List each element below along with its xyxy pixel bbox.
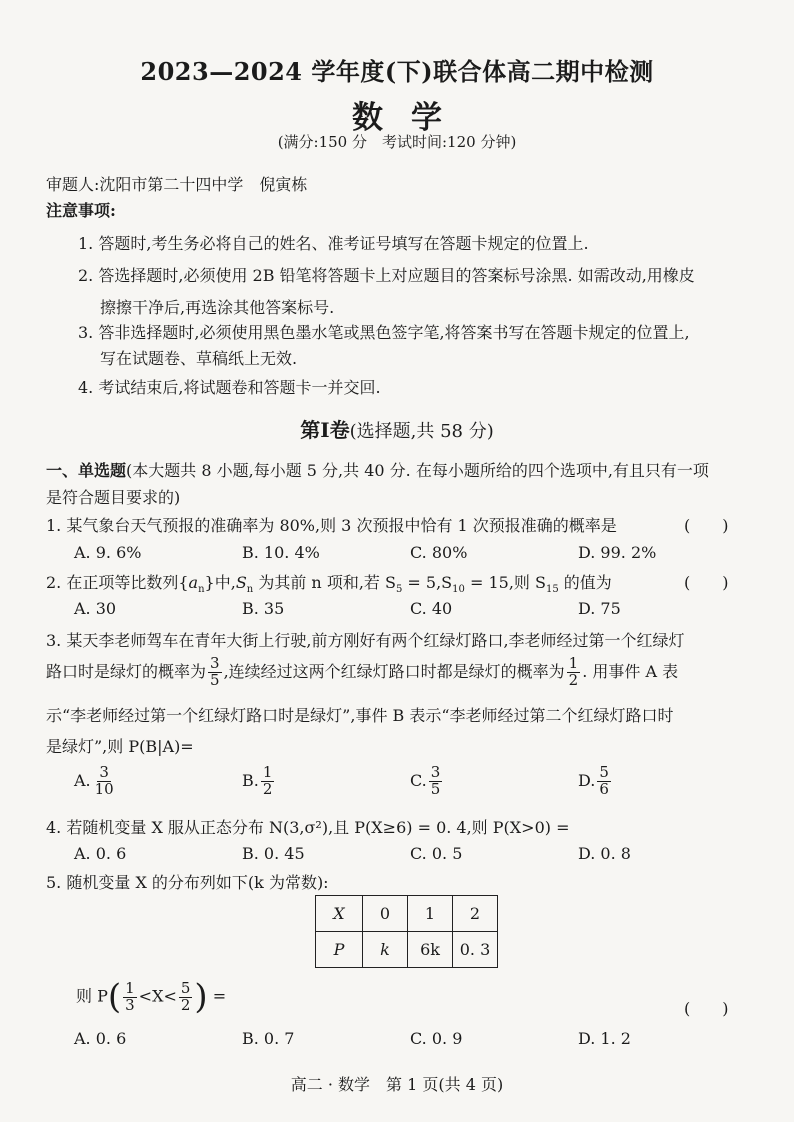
q3-option-a	[74, 765, 118, 798]
option-fraction	[597, 765, 611, 798]
q3-line1: 3. 某天李老师驾车在青年大街上行驶,前方刚好有两个红绿灯路口,李老师经过第一个红绿灯	[46, 631, 685, 650]
notice-item-2-cont: 擦擦干净后,再选涂其他答案标号.	[100, 298, 335, 317]
fraction-numerator: 5	[599, 763, 609, 781]
option-label: C.	[410, 770, 427, 790]
q3-line3: 示“李老师经过第一个红绿灯路口时是绿灯”,事件 B 表示“李老师经过第二个红绿灯路口时	[46, 706, 674, 725]
q5-answer-paren: ( )	[684, 999, 729, 1018]
q3-text: 路口时是绿灯的概率为	[46, 661, 207, 681]
notice-item-3-cont: 写在试题卷、草稿纸上无效.	[100, 349, 298, 368]
q1-option-a: A. 9. 6%	[74, 543, 142, 562]
fraction-denominator: 10	[94, 779, 114, 798]
q1-option-b: B. 10. 4%	[242, 543, 320, 562]
q4-stem: 4. 若随机变量 X 服从正态分布 N(3,σ²),且 P(X≥6) = 0. 4,则 P(X>0) =	[46, 818, 570, 837]
q5-option-d: D. 1. 2	[578, 1029, 631, 1048]
fraction-denominator: 5	[430, 779, 441, 798]
subject-title: 数学	[352, 100, 470, 136]
q5-stem: 5. 随机变量 X 的分布列如下(k 为常数):	[46, 873, 329, 892]
q2-option-c: C. 40	[410, 599, 453, 618]
reviewer-line: 审题人:沈阳市第二十四中学 倪寅栋	[46, 175, 308, 194]
notice-item-4: 4. 考试结束后,将试题卷和答题卡一并交回.	[78, 378, 381, 397]
notice-item-2: 2. 答选择题时,必须使用 2B 铅笔将答题卡上对应题目的答案标号涂黑. 如需改动,用橡皮	[78, 266, 695, 285]
notice-item-1: 1. 答题时,考生务必将自己的姓名、准考证号填写在答题卡规定的位置上.	[78, 234, 589, 253]
fraction-denominator: 2	[180, 995, 191, 1014]
fraction-denominator: 5	[210, 670, 220, 689]
notice-heading: 注意事项:	[46, 201, 116, 220]
q2-stem-part: = 15,则 S	[464, 573, 546, 592]
table-cell: X	[316, 896, 363, 932]
q3-option-b	[242, 765, 276, 798]
fraction-denominator: 6	[599, 779, 609, 798]
q3-line4: 是绿灯”,则 P(B|A)=	[46, 737, 194, 756]
right-paren: )	[194, 977, 208, 1017]
table-cell: P	[316, 932, 363, 968]
q5-text: =	[207, 986, 227, 1006]
table-cell: 1	[408, 896, 453, 932]
notice-item-3: 3. 答非选择题时,必须使用黑色墨水笔或黑色签字笔,将答案书写在答题卡规定的位置上,	[78, 323, 690, 342]
section-title: 第Ⅰ卷	[300, 418, 350, 442]
q2-option-b: B. 35	[242, 599, 285, 618]
page-footer: 高二 · 数学 第 1 页(共 4 页)	[290, 1075, 504, 1094]
q5-fraction-2	[179, 978, 193, 1014]
q5-fraction-1	[123, 978, 137, 1014]
q2-stem	[46, 570, 612, 595]
q5-text: <X<	[138, 986, 177, 1006]
q3-option-c	[410, 765, 444, 798]
q2-option-a: A. 30	[74, 599, 117, 618]
q2-stem-part: = 5,S	[402, 573, 453, 592]
q3-text: ,连续经过这两个红绿灯路口时都是绿灯的概率为	[223, 661, 565, 681]
q2-seq-sub: n	[198, 584, 205, 596]
q2-sub: 10	[452, 584, 465, 596]
fraction-numerator: 3	[210, 654, 220, 672]
q1-stem: 1. 某气象台天气预报的准确率为 80%,则 3 次预报中恰有 1 次预报准确的概率是	[46, 516, 617, 535]
option-fraction	[429, 765, 443, 798]
q4-option-a: A. 0. 6	[74, 844, 127, 863]
fraction-denominator: 2	[568, 670, 579, 689]
table-cell: 6k	[408, 932, 453, 968]
q2-stem-part: 2. 在正项等比数列{	[46, 573, 189, 592]
q5-ask	[76, 977, 227, 1017]
fraction-denominator: 3	[125, 995, 135, 1014]
q1-option-d: D. 99. 2%	[578, 543, 657, 562]
exam-meta: (满分:150 分 考试时间:120 分钟)	[277, 133, 517, 151]
q4-option-c: C. 0. 5	[410, 844, 463, 863]
q2-sum-sub: n	[246, 584, 254, 596]
part1-desc	[46, 458, 709, 481]
q3-text: . 用事件 A 表	[582, 661, 679, 681]
q3-fraction-1	[208, 656, 222, 689]
q5-option-b: B. 0. 7	[242, 1029, 295, 1048]
q2-stem-part: 为其前 n 项和,若 S	[253, 573, 396, 592]
q1-option-c: C. 80%	[410, 543, 468, 562]
option-fraction	[93, 765, 116, 798]
exam-title: 2023—2024 学年度(下)联合体高二期中检测	[140, 57, 654, 86]
q2-sub: 5	[395, 584, 403, 596]
part1-desc-line2: 是符合题目要求的)	[46, 488, 181, 507]
table-row	[316, 932, 498, 968]
q4-option-d: D. 0. 8	[578, 844, 631, 863]
option-label: A.	[74, 770, 91, 790]
q2-sub: 15	[545, 584, 559, 596]
option-fraction	[261, 765, 275, 798]
option-label: D.	[578, 770, 596, 790]
fraction-numerator: 5	[180, 978, 191, 997]
section-heading	[0, 414, 794, 443]
q3-line2	[46, 656, 678, 689]
distribution-table	[315, 895, 498, 968]
option-label: B.	[242, 770, 259, 790]
q5-option-a: A. 0. 6	[74, 1029, 127, 1048]
q5-option-c: C. 0. 9	[410, 1029, 463, 1048]
section-note: (选择题,共 58 分)	[349, 421, 494, 442]
q1-answer-paren: ( )	[684, 516, 729, 535]
part1-label: 一、单选题	[46, 461, 127, 480]
table-cell: 0	[363, 896, 408, 932]
q2-option-d: D. 75	[578, 599, 621, 618]
fraction-numerator: 3	[99, 763, 109, 781]
fraction-denominator: 2	[262, 779, 273, 798]
table-row	[316, 896, 498, 932]
q3-option-d	[578, 765, 613, 798]
table-cell: k	[363, 932, 408, 968]
q2-answer-paren: ( )	[684, 573, 729, 592]
table-cell: 2	[453, 896, 498, 932]
fraction-numerator: 1	[262, 763, 273, 781]
table-cell: 0. 3	[453, 932, 498, 968]
left-paren: (	[107, 977, 122, 1017]
q2-stem-part: }中,	[204, 573, 236, 592]
fraction-numerator: 3	[430, 763, 441, 781]
fraction-numerator: 1	[125, 978, 135, 997]
fraction-numerator: 1	[568, 654, 579, 672]
q5-text: 则 P	[76, 986, 108, 1006]
q2-sum-s: S	[235, 573, 247, 592]
q2-seq-a: a	[188, 573, 199, 592]
q4-option-b: B. 0. 45	[242, 844, 305, 863]
q3-fraction-2	[567, 656, 581, 689]
q2-stem-part: 的值为	[558, 573, 612, 592]
part1-desc-line1: (本大题共 8 小题,每小题 5 分,共 40 分. 在每小题所给的四个选项中,有且只有一项	[126, 461, 709, 480]
